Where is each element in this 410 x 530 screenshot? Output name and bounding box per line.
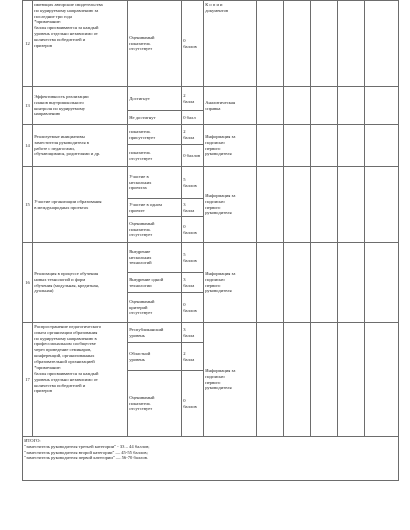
text-line: нескольких (129, 179, 152, 185)
empty-score-cell (338, 1, 365, 87)
empty-score-cell (257, 87, 284, 125)
text-line: Информация за (205, 367, 236, 373)
empty-score-cell (311, 87, 338, 125)
indicator-cell (128, 217, 182, 243)
text-line: 0 (183, 223, 186, 229)
text-line: Внедрение (129, 248, 151, 254)
text-line: Областной (129, 350, 151, 356)
table-row (23, 125, 399, 145)
indicator-cell (128, 111, 182, 125)
row-number: 14 (23, 125, 33, 167)
text-line: 0 баллов (183, 152, 201, 158)
text-line: нескольких (129, 254, 152, 260)
indicator-cell (128, 167, 182, 199)
text-line: обучения (модульная, кредитная, (34, 282, 99, 288)
text-line: 0 (183, 37, 186, 43)
text-line: показатель (129, 40, 151, 46)
text-line: Не достигнут (129, 114, 156, 120)
table-row (23, 243, 399, 273)
text-line: отсутствует (129, 46, 153, 52)
criterion-cell (33, 1, 128, 87)
indicator-cell (128, 323, 182, 343)
text-line: Оценивамый (129, 34, 155, 40)
table-row (23, 167, 399, 199)
text-line: 0 (183, 397, 186, 403)
text-line: руководителя (205, 288, 232, 294)
summary-row (23, 437, 399, 481)
points-cell (182, 167, 204, 199)
text-line: балла (183, 282, 195, 288)
text-line: Аналитическая (205, 99, 236, 105)
text-line: Информация за (205, 270, 236, 276)
text-line: дуальная) (34, 288, 54, 294)
text-line: уровень отдельно независимо от (34, 376, 98, 382)
table-row (23, 1, 399, 87)
text-line: баллов (183, 403, 197, 409)
indicator-cell (128, 1, 182, 87)
text-line: 2 (183, 128, 186, 134)
text-line: *примечание: (34, 364, 62, 370)
document-page (22, 0, 398, 481)
text-line: Распространение педагогического (34, 323, 102, 329)
text-line: по курируемому направлению за (34, 7, 99, 13)
text-line: 3 (183, 201, 186, 207)
text-line: уровень отдельно независимо от (34, 31, 98, 37)
text-line: Эффективность реализации (34, 93, 89, 99)
empty-score-cell (284, 243, 311, 323)
indicator-cell (128, 343, 182, 371)
empty-score-cell (311, 323, 338, 437)
text-line: "заместитель руководителя второй категории" — 45-55 баллов; (24, 449, 148, 455)
text-line: Республиканский (129, 326, 164, 332)
text-line: первого (205, 379, 221, 385)
empty-score-cell (338, 323, 365, 437)
indicator-cell (128, 243, 182, 273)
text-line: документов (205, 7, 229, 13)
indicator-cell (128, 371, 182, 437)
text-line: руководителя (205, 210, 232, 216)
empty-score-cell (338, 125, 365, 167)
text-line: руководителя (205, 385, 232, 391)
criterion-cell (33, 323, 128, 437)
text-line: отсутствует (129, 232, 153, 238)
empty-score-cell (284, 125, 311, 167)
text-line: по курируемому направлению в (34, 335, 97, 341)
text-line: призеров (34, 388, 53, 394)
indicator-cell (128, 145, 182, 167)
text-line: конференций, организованных (34, 353, 95, 359)
criterion-cell (33, 243, 128, 323)
text-line: направлению (34, 111, 61, 117)
text-line: количества победителей и (34, 37, 86, 43)
text-line: балла (183, 207, 195, 213)
row-number: 17 (23, 323, 33, 437)
text-line: количества победителей и (34, 382, 86, 388)
text-line: баллы присваиваются за каждый (34, 370, 99, 376)
points-cell (182, 87, 204, 111)
empty-score-cell (284, 87, 311, 125)
text-line: 5 (183, 176, 186, 182)
document-cell (204, 167, 257, 243)
text-line: балла (183, 356, 195, 362)
text-line: критерий (129, 304, 148, 310)
row-number: 15 (23, 167, 33, 243)
text-line: уровень (129, 356, 145, 362)
text-line: Участие в (129, 173, 149, 179)
empty-score-cell (257, 243, 284, 323)
text-line: 0 (183, 301, 186, 307)
text-line: баллов (183, 307, 197, 313)
text-line: подписью (205, 198, 225, 204)
text-line: *примечание: (34, 19, 62, 25)
text-line: Участие организации образования (34, 198, 102, 204)
text-line: подписью (205, 139, 225, 145)
text-line: Информация за (205, 192, 236, 198)
points-cell (182, 125, 204, 145)
text-line: балла (183, 134, 195, 140)
text-line: справка (205, 105, 221, 111)
text-line: 0 балл (183, 114, 196, 120)
empty-score-cell (338, 87, 365, 125)
empty-score-cell (311, 167, 338, 243)
text-line: "заместитель руководителя третьей категории" - 33 – 44 баллов; (24, 443, 150, 449)
indicator-cell (128, 293, 182, 323)
text-line: "заместитель руководителя первой категории" — 56-70 баллов. (24, 455, 149, 461)
empty-score-cell (365, 125, 399, 167)
text-line: Оценивамый (129, 220, 155, 226)
text-line: контроля по курируемому (34, 105, 86, 111)
empty-score-cell (338, 243, 365, 323)
text-line: заместителя руководителя в (34, 139, 89, 145)
text-line: технологии (129, 282, 152, 288)
points-cell (182, 243, 204, 273)
indicator-cell (128, 87, 182, 111)
text-line: первого (205, 145, 221, 151)
points-cell (182, 1, 204, 87)
text-line: планов внутришкольного (34, 99, 84, 105)
text-line: первого (205, 282, 221, 288)
text-line: показатель (129, 400, 151, 406)
text-line: технологий (129, 260, 152, 266)
text-line: руководителя (205, 151, 232, 157)
empty-score-cell (365, 243, 399, 323)
empty-score-cell (257, 1, 284, 87)
empty-score-cell (311, 1, 338, 87)
text-line: проекте (129, 207, 145, 213)
indicator-cell (128, 125, 182, 145)
criterion-cell (33, 87, 128, 125)
document-cell (204, 323, 257, 437)
empty-score-cell (257, 323, 284, 437)
text-line: проектах (129, 185, 147, 191)
empty-score-cell (365, 323, 399, 437)
text-line: призеров (34, 42, 53, 48)
text-line: 2 (183, 350, 186, 356)
text-line: присутствует (129, 134, 156, 140)
text-line: баллов (183, 43, 197, 49)
empty-score-cell (365, 87, 399, 125)
text-line: К о п и и (205, 1, 223, 7)
text-line: балла (183, 98, 195, 104)
text-line: обучающимися, родителями и др. (34, 151, 101, 157)
empty-score-cell (311, 243, 338, 323)
text-line: новых технологий и форм (34, 276, 86, 282)
text-line: 3 (183, 276, 186, 282)
criterion-cell (33, 125, 128, 167)
text-line: Внедрение одной (129, 276, 164, 282)
points-cell (182, 293, 204, 323)
text-line: последние три года (34, 13, 73, 19)
text-line: работе с педагогами, (34, 145, 75, 151)
empty-score-cell (284, 323, 311, 437)
text-line: опыта организации образования (34, 329, 98, 335)
text-line: 5 (183, 251, 186, 257)
empty-score-cell (257, 167, 284, 243)
text-line: подписью (205, 276, 225, 282)
text-line: профессиональном сообществе (34, 341, 96, 347)
text-line: показатель (129, 226, 151, 232)
empty-score-cell (284, 1, 311, 87)
text-line: Участие в одном (129, 201, 162, 207)
document-cell (204, 243, 257, 323)
text-line: показатель (129, 128, 151, 134)
text-line: Реализация в процессе обучения (34, 270, 99, 276)
text-line: отсутствует (129, 155, 153, 161)
points-cell (182, 371, 204, 437)
text-line: Оценивамый (129, 394, 155, 400)
points-cell (182, 343, 204, 371)
document-cell (204, 1, 257, 87)
text-line: Реализуемые инициативы (34, 133, 85, 139)
summary-cell (23, 437, 399, 481)
text-line: баллов (183, 182, 197, 188)
empty-score-cell (284, 167, 311, 243)
text-line: балла (183, 332, 195, 338)
text-line: имеющих авторские свидетельства (34, 1, 103, 7)
table-row (23, 323, 399, 343)
criteria-table (22, 0, 399, 481)
document-cell (204, 125, 257, 167)
summary-title: ИТОГО: (24, 437, 41, 443)
empty-score-cell (338, 167, 365, 243)
row-number: 16 (23, 243, 33, 323)
points-cell (182, 145, 204, 167)
empty-score-cell (365, 167, 399, 243)
text-line: 2 (183, 92, 186, 98)
text-line: в международных проектах (34, 204, 89, 210)
text-line: баллов (183, 229, 197, 235)
text-line: Оценивамый (129, 298, 155, 304)
row-number: 12 (23, 1, 33, 87)
points-cell (182, 217, 204, 243)
text-line: баллов (183, 257, 197, 263)
text-line: Достигнут (129, 95, 150, 101)
text-line: образовательной организацией (34, 359, 95, 365)
empty-score-cell (365, 1, 399, 87)
empty-score-cell (257, 125, 284, 167)
criterion-cell (33, 167, 128, 243)
indicator-cell (128, 273, 182, 293)
text-line: отсутствует (129, 406, 153, 412)
table-row (23, 87, 399, 111)
points-cell (182, 323, 204, 343)
text-line: Информация за (205, 133, 236, 139)
text-line: баллы присваиваются за каждый (34, 25, 99, 31)
empty-score-cell (311, 125, 338, 167)
text-line: подписью (205, 373, 225, 379)
indicator-cell (128, 199, 182, 217)
text-line: через проведение семинаров, (34, 347, 92, 353)
text-line: уровень (129, 332, 145, 338)
points-cell (182, 199, 204, 217)
points-cell (182, 111, 204, 125)
document-cell (204, 87, 257, 125)
points-cell (182, 273, 204, 293)
text-line: первого (205, 204, 221, 210)
text-line: отсутствует (129, 310, 153, 316)
text-line: показатель (129, 149, 151, 155)
text-line: 3 (183, 326, 186, 332)
row-number: 13 (23, 87, 33, 125)
